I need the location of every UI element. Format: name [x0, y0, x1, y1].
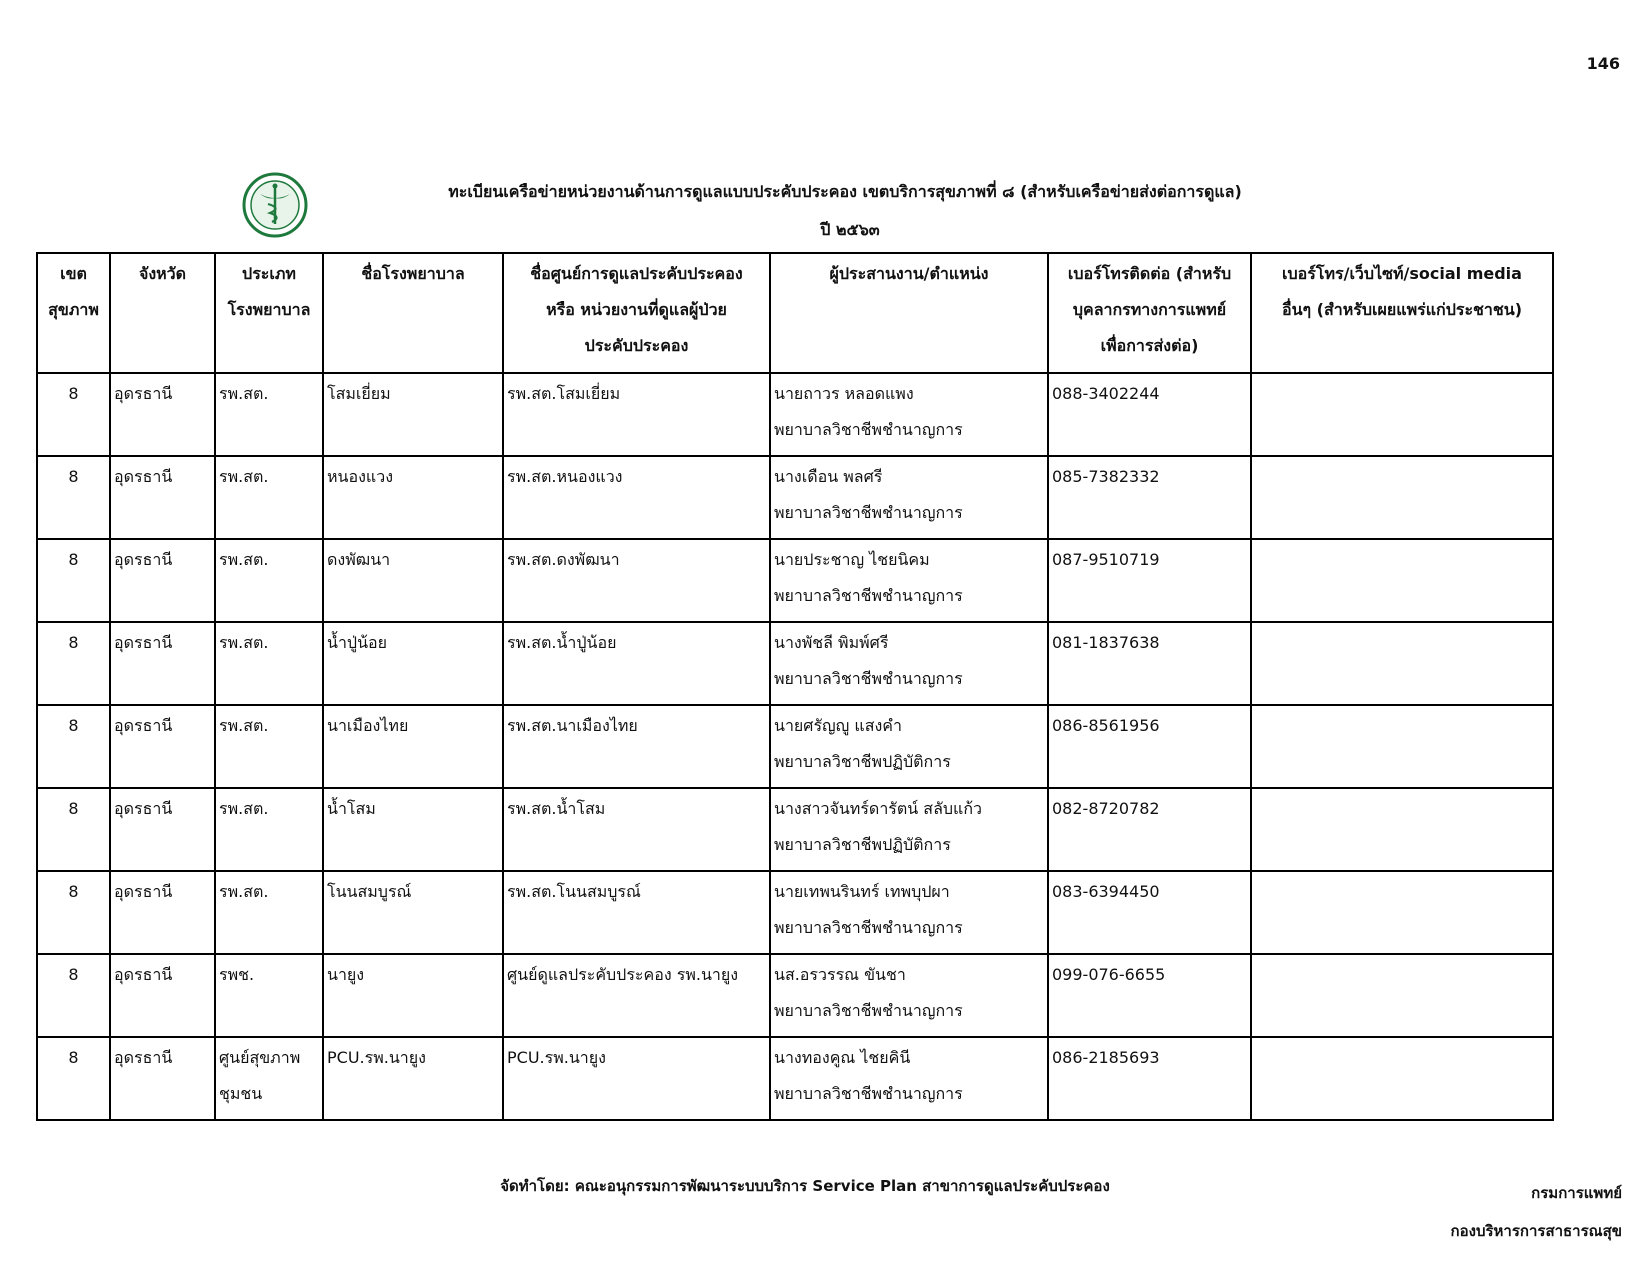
cell-region: 8: [37, 456, 110, 539]
cell-referral-phone: 082-8720782: [1048, 788, 1251, 871]
cell-public-contact: [1251, 788, 1553, 871]
table-row: [37, 622, 1553, 705]
footer-org-division: กองบริหารการสาธารณสุข: [1450, 1222, 1622, 1240]
cell-hospital-name: โสมเยี่ยม: [323, 373, 503, 456]
document-title: [0, 180, 1650, 205]
cell-hospital-name: ดงพัฒนา: [323, 539, 503, 622]
cell-referral-phone: 081-1837638: [1048, 622, 1251, 705]
cell-referral-phone: 085-7382332: [1048, 456, 1251, 539]
cell-public-contact: [1251, 1037, 1553, 1120]
cell-hospital-name: น้ำปู่น้อย: [323, 622, 503, 705]
table-row: [37, 954, 1553, 1037]
cell-coordinator: นางพัชลี พิมพ์ศรี พยาบาลวิชาชีพชำนาญการ: [770, 622, 1048, 705]
cell-region: 8: [37, 705, 110, 788]
table-header-row: [37, 253, 1553, 373]
cell-hospital-type: รพ.สต.: [215, 705, 323, 788]
cell-region: 8: [37, 1037, 110, 1120]
table-row: [37, 539, 1553, 622]
header-referral-phone: เบอร์โทรติดต่อ (สำหรับ บุคลากรทางการแพทย์ เพื่อการส่งต่อ): [1048, 253, 1251, 373]
document-subtitle-text: ปี ๒๕๖๓: [820, 220, 880, 239]
cell-coordinator: นส.อรวรรณ ขันชา พยาบาลวิชาชีพชำนาญการ: [770, 954, 1048, 1037]
footer-organization: [1451, 1174, 1622, 1250]
cell-hospital-name: นาเมืองไทย: [323, 705, 503, 788]
cell-referral-phone: 087-9510719: [1048, 539, 1251, 622]
cell-hospital-name: โนนสมบูรณ์: [323, 871, 503, 954]
cell-public-contact: [1251, 871, 1553, 954]
cell-hospital-name: หนองแวง: [323, 456, 503, 539]
cell-public-contact: [1251, 705, 1553, 788]
table-row: [37, 456, 1553, 539]
cell-region: 8: [37, 954, 110, 1037]
table-row: [37, 788, 1553, 871]
cell-hospital-type: ศูนย์สุขภาพ ชุมชน: [215, 1037, 323, 1120]
cell-coordinator: นางสาวจันทร์ดารัตน์ สลับแก้ว พยาบาลวิชาชีพปฏิบัติการ: [770, 788, 1048, 871]
cell-referral-phone: 086-8561956: [1048, 705, 1251, 788]
cell-hospital-name: PCU.รพ.นายูง: [323, 1037, 503, 1120]
cell-region: 8: [37, 788, 110, 871]
cell-care-unit: ศูนย์ดูแลประคับประคอง รพ.นายูง: [503, 954, 770, 1037]
cell-hospital-type: รพ.สต.: [215, 539, 323, 622]
cell-care-unit: รพ.สต.ดงพัฒนา: [503, 539, 770, 622]
cell-referral-phone: 086-2185693: [1048, 1037, 1251, 1120]
document-subtitle: [0, 218, 1650, 243]
cell-coordinator: นางเดือน พลศรี พยาบาลวิชาชีพชำนาญการ: [770, 456, 1048, 539]
cell-province: อุดรธานี: [110, 539, 215, 622]
cell-hospital-name: นายูง: [323, 954, 503, 1037]
header-care-unit: ชื่อศูนย์การดูแลประคับประคอง หรือ หน่วยงานที่ดูแลผู้ป่วย ประคับประคอง: [503, 253, 770, 373]
footer-org-department: กรมการแพทย์: [1531, 1184, 1622, 1202]
cell-referral-phone: 083-6394450: [1048, 871, 1251, 954]
cell-coordinator: นายถาวร หลอดแพง พยาบาลวิชาชีพชำนาญการ: [770, 373, 1048, 456]
cell-hospital-type: รพ.สต.: [215, 456, 323, 539]
cell-province: อุดรธานี: [110, 1037, 215, 1120]
cell-province: อุดรธานี: [110, 788, 215, 871]
cell-province: อุดรธานี: [110, 456, 215, 539]
header-coordinator: ผู้ประสานงาน/ตำแหน่ง: [770, 253, 1048, 373]
cell-hospital-name: น้ำโสม: [323, 788, 503, 871]
document-title-text: ทะเบียนเครือข่ายหน่วยงานด้านการดูแลแบบประคับประคอง เขตบริการสุขภาพที่ ๘ (สำหรับเครือข่ายส่งต่อการดูแล): [448, 182, 1242, 201]
cell-public-contact: [1251, 539, 1553, 622]
header-public-contact: เบอร์โทร/เว็บไซท์/social media อื่นๆ (สำหรับเผยแพร่แก่ประชาชน): [1251, 253, 1553, 373]
footer-prepared-by-text: จัดทำโดย: คณะอนุกรรมการพัฒนาระบบบริการ Service Plan สาขาการดูแลประคับประคอง: [500, 1177, 1110, 1195]
cell-coordinator: นางทองคูณ ไชยคินี พยาบาลวิชาชีพชำนาญการ: [770, 1037, 1048, 1120]
header-region: เขต สุขภาพ: [37, 253, 110, 373]
header-province: จังหวัด: [110, 253, 215, 373]
page-number: 146: [1586, 54, 1620, 73]
cell-region: 8: [37, 373, 110, 456]
cell-care-unit: รพ.สต.นาเมืองไทย: [503, 705, 770, 788]
network-registry-table: [36, 252, 1554, 1121]
header-hospital-type: ประเภท โรงพยาบาล: [215, 253, 323, 373]
cell-region: 8: [37, 622, 110, 705]
cell-referral-phone: 099-076-6655: [1048, 954, 1251, 1037]
table-row: [37, 1037, 1553, 1120]
cell-care-unit: รพ.สต.น้ำโสม: [503, 788, 770, 871]
cell-hospital-type: รพ.สต.: [215, 871, 323, 954]
cell-care-unit: รพ.สต.โสมเยี่ยม: [503, 373, 770, 456]
cell-hospital-type: รพ.สต.: [215, 373, 323, 456]
cell-care-unit: PCU.รพ.นายูง: [503, 1037, 770, 1120]
table-row: [37, 373, 1553, 456]
cell-public-contact: [1251, 373, 1553, 456]
cell-province: อุดรธานี: [110, 871, 215, 954]
cell-care-unit: รพ.สต.หนองแวง: [503, 456, 770, 539]
cell-referral-phone: 088-3402244: [1048, 373, 1251, 456]
cell-coordinator: นายเทพนรินทร์ เทพบุปผา พยาบาลวิชาชีพชำนาญการ: [770, 871, 1048, 954]
cell-province: อุดรธานี: [110, 622, 215, 705]
cell-region: 8: [37, 539, 110, 622]
cell-hospital-type: รพ.สต.: [215, 622, 323, 705]
cell-public-contact: [1251, 954, 1553, 1037]
cell-province: อุดรธานี: [110, 373, 215, 456]
cell-coordinator: นายศรัญญู แสงคำ พยาบาลวิชาชีพปฏิบัติการ: [770, 705, 1048, 788]
cell-public-contact: [1251, 456, 1553, 539]
header-hospital-name: ชื่อโรงพยาบาล: [323, 253, 503, 373]
cell-coordinator: นายประชาญ ไชยนิคม พยาบาลวิชาชีพชำนาญการ: [770, 539, 1048, 622]
cell-province: อุดรธานี: [110, 954, 215, 1037]
cell-hospital-type: รพ.สต.: [215, 788, 323, 871]
cell-region: 8: [37, 871, 110, 954]
cell-province: อุดรธานี: [110, 705, 215, 788]
cell-public-contact: [1251, 622, 1553, 705]
cell-hospital-type: รพช.: [215, 954, 323, 1037]
footer-prepared-by: [0, 1174, 1650, 1198]
table-row: [37, 871, 1553, 954]
cell-care-unit: รพ.สต.น้ำปู่น้อย: [503, 622, 770, 705]
table-row: [37, 705, 1553, 788]
cell-care-unit: รพ.สต.โนนสมบูรณ์: [503, 871, 770, 954]
